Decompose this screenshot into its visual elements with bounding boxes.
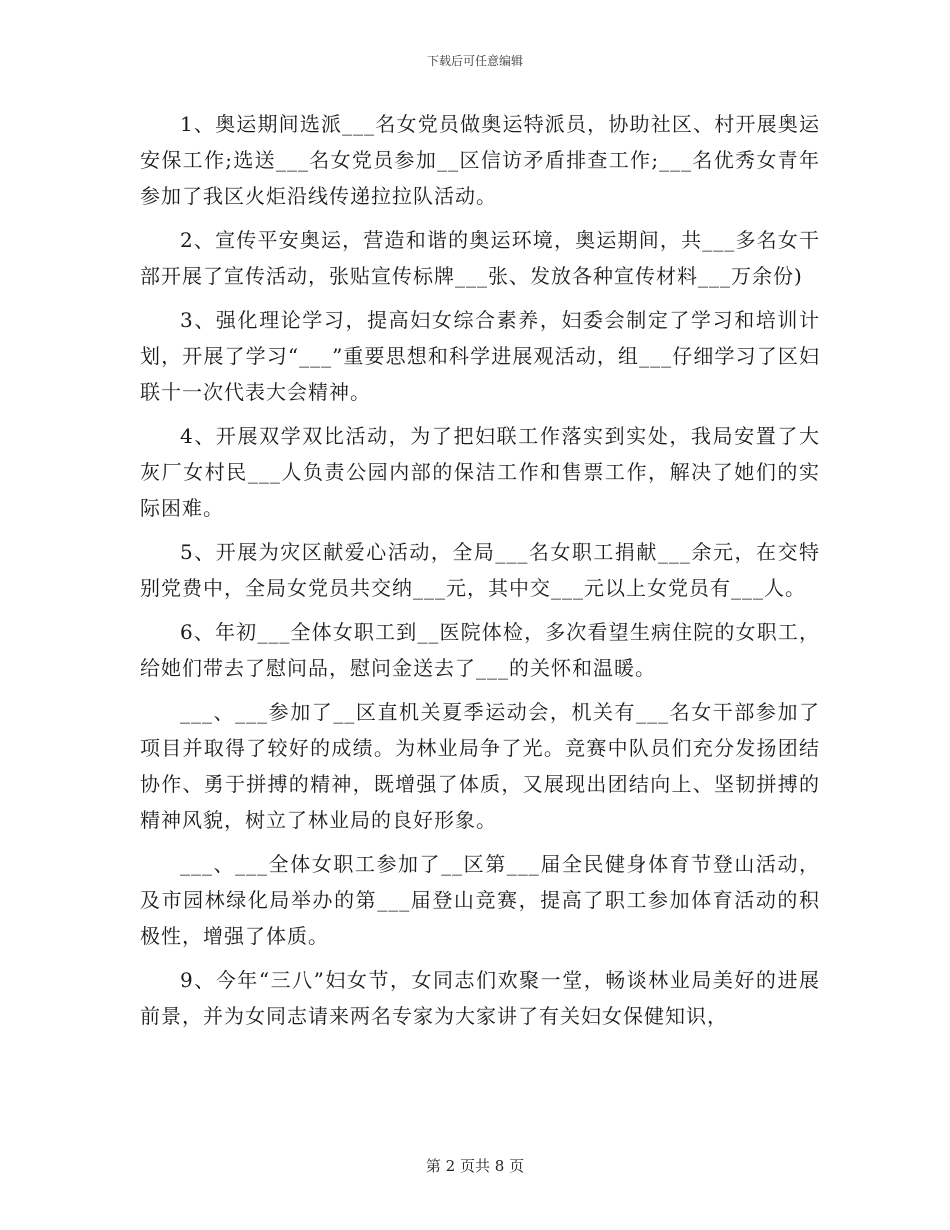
paragraph-2: 2、宣传平安奥运，营造和谐的奥运环境，奥运期间，共___多名女干部开展了宣传活动，张贴宣传标牌___张、发放各种宣传材料___万余份) <box>140 228 820 288</box>
paragraph-7: ___、___参加了__区直机关夏季运动会，机关有___名女干部参加了项目并取得了较好的成绩。为林业局争了光。竞赛中队员们充分发扬团结协作、勇于拼搏的精神，既增强了体质，又展现出团结向上、坚韧拼搏的精神风貌，树立了林业局的良好形象。 <box>140 700 820 832</box>
paragraph-5: 5、开展为灾区献爱心活动，全局___名女职工捐献___余元，在交特别党费中，全局女党员共交纳___元，其中交___元以上女党员有___人。 <box>140 540 820 600</box>
paragraph-1: 1、奥运期间选派___名女党员做奥运特派员，协助社区、村开展奥运安保工作;选送___名女党员参加__区信访矛盾排查工作;___名优秀女青年参加了我区火炬沿线传递拉拉队活动。 <box>140 112 820 208</box>
paragraph-6: 6、年初___全体女职工到__医院体检，多次看望生病住院的女职工，给她们带去了慰问品，慰问金送去了___的关怀和温暖。 <box>140 620 820 680</box>
page-header: 下载后可任意编辑 <box>426 54 523 68</box>
paragraph-9: 9、今年“三八”妇女节，女同志们欢聚一堂，畅谈林业局美好的进展前景，并为女同志请来两名专家为大家讲了有关妇女保健知识， <box>140 968 820 1028</box>
paragraph-3: 3、强化理论学习，提高妇女综合素养，妇委会制定了学习和培训计划，开展了学习“___”重要思想和科学进展观活动，组___仔细学习了区妇联十一次代表大会精神。 <box>140 308 820 404</box>
page-footer: 第 2 页共 8 页 <box>425 1157 525 1175</box>
paragraph-4: 4、开展双学双比活动，为了把妇联工作落实到实处，我局安置了大灰厂女村民___人负责公园内部的保洁工作和售票工作，解决了她们的实际困难。 <box>140 424 820 520</box>
document-body <box>140 106 820 1042</box>
paragraph-8: ___、___全体女职工参加了__区第___届全民健身体育节登山活动，及市园林绿化局举办的第___届登山竞赛，提高了职工参加体育活动的积极性，增强了体质。 <box>140 852 820 948</box>
